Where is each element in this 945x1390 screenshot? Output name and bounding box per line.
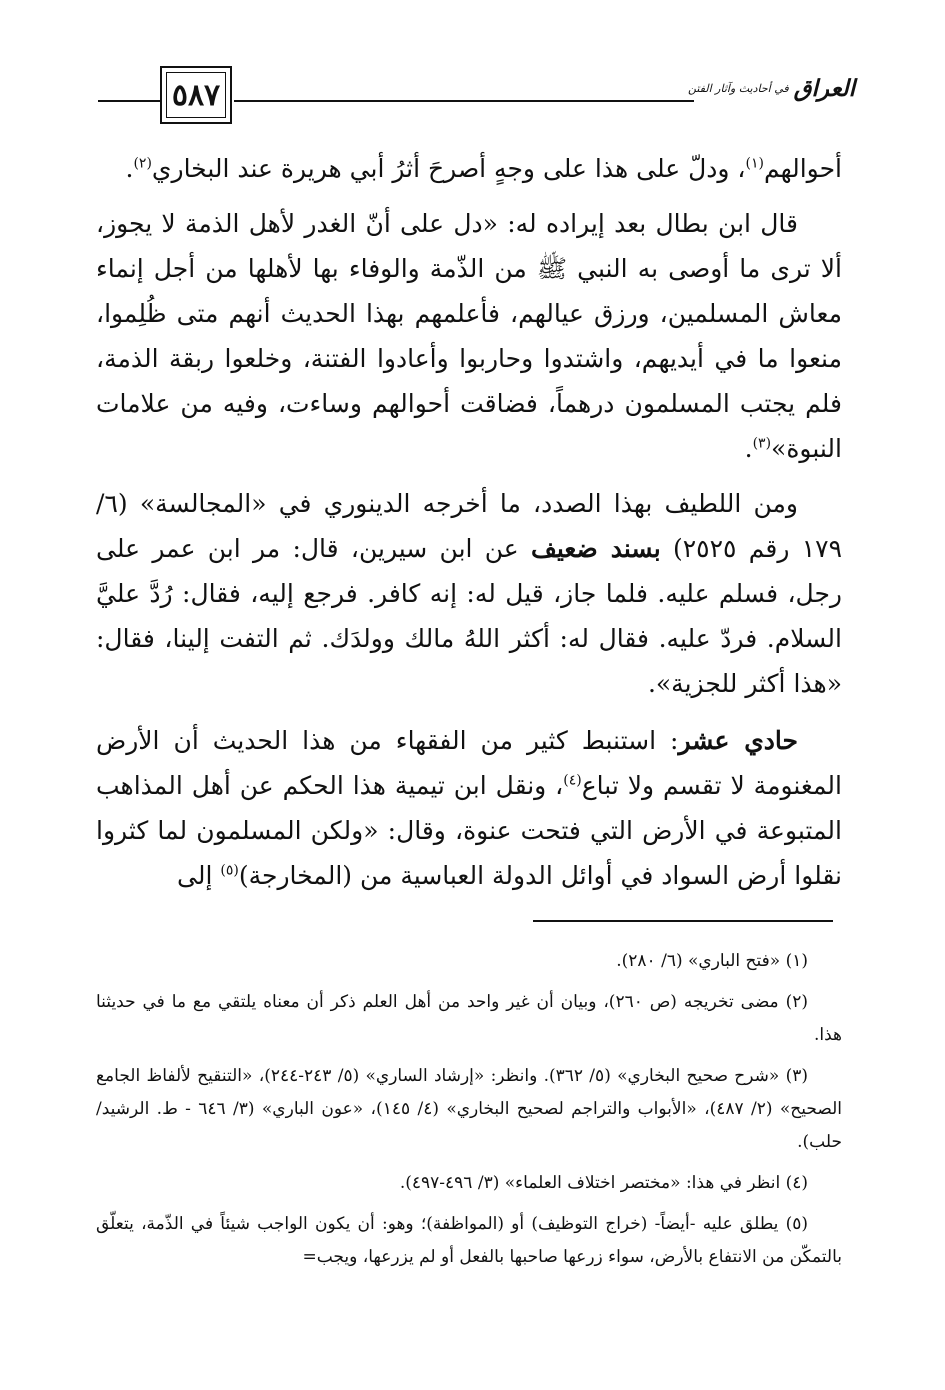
footnote-ref-2: (٢) xyxy=(133,155,152,172)
footnote-5: (٥) يطلق عليه -أيضاً- (خراج التوظيف) أو (المواظفة)؛ وهو: أن يكون الواجب شيئاً في الذّمة، يتعلّق بالتمكّن من الانتفاع بالأرض، سواء زرعها صاحبها بالفعل أو لم يزرعها، ويجب= xyxy=(96,1214,842,1267)
p3-text-b: عن ابن سيرين، قال: مر ابن عمر على رجل، فسلم عليه. فلما جاز، قيل له: إنه كافر. فرجع إليه، فقال: رُدَّ عليَّ السلام. فردّ عليه. فقال له: أكثر اللهُ مالك وولدَك. ثم التفت إلينا، فقال: «هذا أكثر للجزية». xyxy=(96,534,842,698)
footnotes xyxy=(96,945,842,1282)
paragraph-3 xyxy=(96,481,842,706)
book-title-main: العراق xyxy=(793,74,856,102)
paragraph-1 xyxy=(96,146,842,191)
footnote-4: (٤) انظر في هذا: «مختصر اختلاف العلماء» (٣/ ٤٩٦-٤٩٧). xyxy=(399,1173,808,1193)
p1-text-a: أحوالهم xyxy=(763,154,842,183)
p3-text-a: ومن اللطيف بهذا الصدد، ما أخرجه الدينوري في «المجالسة» (٦/ ١٧٩ رقم ٢٥٢٥) xyxy=(96,489,843,563)
footnote-3: (٣) «شرح صحيح البخاري» (٥/ ٣٦٢). وانظر: «إرشاد الساري» (٥/ ٢٤٣-٢٤٤)، «التنقيح لألفاظ الجامع الصحيح» (٢/ ٤٨٧)، «الأبواب والتراجم لصحيح البخاري» (٤/ ١٤٥)، «عون الباري» (٣/ ٦٤٦ - ط. الرشيد/ حلب). xyxy=(96,1066,842,1152)
footnote-separator xyxy=(533,920,833,922)
paragraph-4 xyxy=(96,718,842,898)
p4-text-b: ، ونقل ابن تيمية هذا الحكم عن أهل المذاهب المتبوعة في الأرض التي فتحت عنوة، وقال: «ولكن المسلمون لما كثروا نقلوا أرض السواد في أوائل الدولة العباسية من (المخارجة) xyxy=(96,771,842,890)
p4-lead: حادي عشر xyxy=(678,726,798,755)
page-number: ٥٨٧ xyxy=(166,72,226,118)
footnote-1: (١) «فتح الباري» (٦/ ٢٨٠). xyxy=(616,951,808,971)
p1-text-c: . xyxy=(125,154,134,183)
running-header xyxy=(98,60,856,138)
footnote-2: (٢) مضى تخريجه (ص ٢٦٠)، وبيان أن غير واحد من أهل العلم ذكر أن معناه يلتقي مع ما في حديثنا هذا. xyxy=(96,992,842,1045)
header-rule-right xyxy=(234,100,694,102)
p2-text-a: قال ابن بطال بعد إيراده له: «دل على أنّ الغدر لأهل الذمة لا يجوز، ألا ترى ما أوصى به النبي ﷺ من الذّمة والوفاء بها لأهلها من أجل إنماء معاش المسلمين، ورزق عيالهم، فأعلمهم بهذا الحديث أنهم متى ظُلِموا، منعوا ما في أيديهم، واشتدوا وحاربوا وأعادوا الفتنة، وخلعوا ربقة الذمة، فلم يجتب المسلمون درهماً، فضاقت أحوالهم وساءت، وفيه من علامات النبوة» xyxy=(96,209,842,463)
p4-text-a: : استنبط كثير من الفقهاء من هذا الحديث أن الأرض المغنومة لا تقسم ولا تباع xyxy=(96,726,842,800)
footnote-ref-4: (٤) xyxy=(563,772,582,789)
p4-text-c: إلى xyxy=(177,861,213,890)
p3-highlight: بسند ضعيف xyxy=(531,534,661,563)
p1-text-b: ، ودلّ على هذا على وجهٍ أصرحَ أثرُ أبي هريرة عند البخاري xyxy=(151,154,746,183)
book-title-sub: في أحاديث وآثار الفتن xyxy=(688,81,789,95)
footnote-ref-1: (١) xyxy=(745,155,764,172)
paragraph-2 xyxy=(96,201,842,471)
header-rule-left xyxy=(98,100,160,102)
main-text xyxy=(96,146,842,898)
book-title xyxy=(688,68,856,108)
p2-text-b: . xyxy=(744,434,753,463)
footnote-ref-3: (٣) xyxy=(752,435,772,452)
page-number-box xyxy=(160,66,232,124)
footnote-ref-5: (٥) xyxy=(220,862,239,879)
